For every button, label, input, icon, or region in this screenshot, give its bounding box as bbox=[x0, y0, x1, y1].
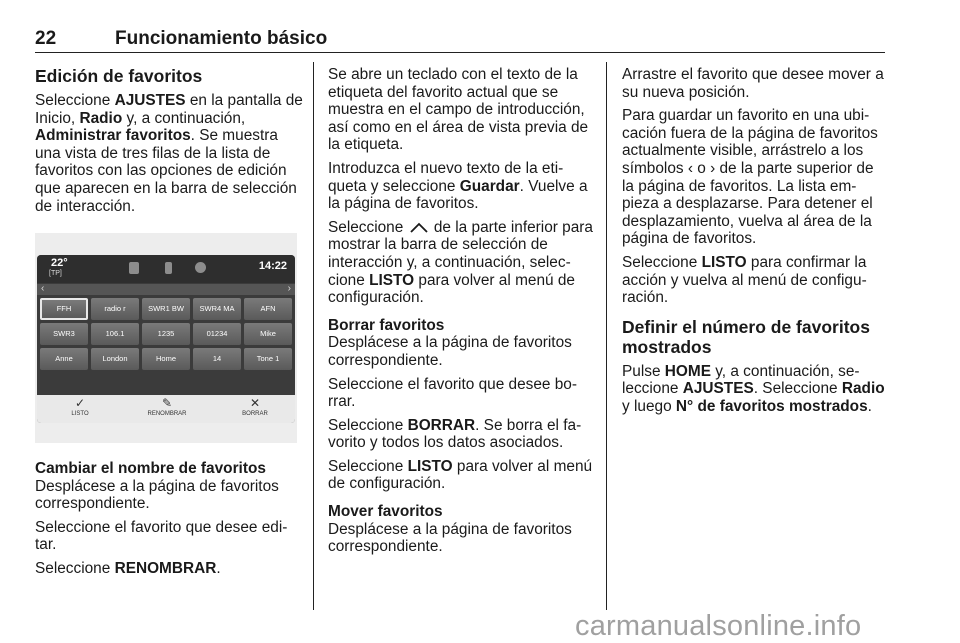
paragraph: Se abre un teclado con el texto de la etiqueta del favorito actual que se muestra en el campo de introducción, así como en el área de vista previa de la etiqueta. bbox=[328, 66, 589, 154]
paragraph: Seleccione BORRAR. Se borra el favorito y todos los datos asociados. bbox=[328, 416, 582, 452]
paragraph: Seleccione LISTO para volver al menú de configuración. bbox=[328, 457, 593, 493]
paragraph: Para guardar un favorito en una ubicación fuera de la página de favoritos actualmente visible, arrástrelo a los símbolos ‹ o › de la parte superior de la página de favoritos. La lista empieza a desplazarse. Para detener el desplazamiento, vuelva al área de la página de favoritos. bbox=[622, 107, 878, 248]
temperature: 22° bbox=[51, 257, 68, 269]
page-header bbox=[35, 26, 885, 53]
favorite-button[interactable]: Tone 1 bbox=[244, 348, 292, 370]
paragraph: Desplácese a la página de favoritos correspondiente. bbox=[35, 477, 279, 513]
page-number: 22 bbox=[35, 28, 57, 49]
favorite-button[interactable]: SWR4 MA bbox=[193, 298, 241, 320]
chapter-title: Funcionamiento básico bbox=[115, 28, 328, 49]
favorite-button[interactable]: Home bbox=[142, 348, 190, 370]
paragraph: Seleccione LISTO para confirmar la acción y vuelva al menú de configuración. bbox=[622, 253, 867, 307]
infotainment-screenshot bbox=[35, 233, 297, 443]
paragraph: Arrastre el favorito que desee mover a su nueva posición. bbox=[622, 66, 884, 101]
column-1 bbox=[35, 66, 303, 221]
favorite-button[interactable]: 01234 bbox=[193, 323, 241, 345]
column-1-lower bbox=[35, 460, 303, 584]
section-title-move: Mover favoritos bbox=[328, 503, 443, 521]
check-icon: ✓ bbox=[74, 396, 86, 410]
chevron-right-icon[interactable]: › bbox=[287, 283, 291, 294]
column-3 bbox=[622, 66, 888, 422]
page-nav-bar bbox=[37, 284, 295, 295]
column-divider bbox=[606, 62, 607, 610]
done-button[interactable]: ✓ LISTO bbox=[50, 397, 110, 418]
favorite-button[interactable]: 106.1 bbox=[91, 323, 139, 345]
section-title-number-favorites: Definir el número de favoritos mostrados bbox=[622, 316, 870, 357]
watermark: carmanualsonline.info bbox=[575, 610, 862, 642]
column-divider bbox=[313, 62, 314, 610]
paragraph: Seleccione de la parte inferior para mostrar la barra de selección de interacción y, a continuación, seleccione LISTO para volver al menú de configuración. bbox=[328, 218, 593, 307]
favorite-button[interactable]: Anne bbox=[40, 348, 88, 370]
music-icon bbox=[129, 262, 139, 274]
favorite-button[interactable]: London bbox=[91, 348, 139, 370]
favorite-button[interactable]: FFH bbox=[40, 298, 88, 320]
rename-button[interactable]: ✎ RENOMBRAR bbox=[137, 397, 197, 418]
pencil-icon: ✎ bbox=[161, 396, 173, 410]
paragraph: Introduzca el nuevo texto de la etiqueta y seleccione Guardar. Vuelve a la página de favoritos. bbox=[328, 159, 588, 213]
paragraph: Desplácese a la página de favoritos correspondiente. bbox=[328, 334, 572, 369]
column-2 bbox=[328, 66, 593, 562]
phone-icon bbox=[165, 262, 172, 274]
paragraph: Seleccione AJUSTES en la pantalla de Inicio, Radio y, a continuación, Administrar favoritos. Se muestra una vista de tres filas de la lista de favoritos con las opciones de edición que aparecen en la barra de selección de interacción. bbox=[35, 92, 303, 215]
section-title-edit-favorites: Edición de favoritos bbox=[35, 66, 203, 86]
chevron-up-icon bbox=[408, 221, 430, 233]
delete-button[interactable]: ✕ BORRAR bbox=[225, 397, 285, 418]
screen-display bbox=[37, 255, 295, 423]
status-bar bbox=[37, 255, 295, 283]
favorite-button[interactable]: Mike bbox=[244, 323, 292, 345]
app-icon bbox=[195, 262, 206, 273]
close-icon: ✕ bbox=[249, 396, 261, 410]
favorite-button[interactable]: AFN bbox=[244, 298, 292, 320]
chevron-left-icon[interactable]: ‹ bbox=[41, 283, 45, 294]
favorite-button[interactable]: 1235 bbox=[142, 323, 190, 345]
interaction-selector-bar bbox=[37, 395, 295, 423]
favorite-button[interactable]: radio r bbox=[91, 298, 139, 320]
favorite-button[interactable]: SWR1 BW bbox=[142, 298, 190, 320]
clock: 14:22 bbox=[258, 260, 287, 272]
paragraph: Seleccione RENOMBRAR. bbox=[35, 559, 221, 577]
section-title-delete: Borrar favoritos bbox=[328, 316, 445, 334]
favorite-button[interactable]: SWR3 bbox=[40, 323, 88, 345]
favorite-button[interactable]: 14 bbox=[193, 348, 241, 370]
paragraph: Seleccione el favorito que desee borrar. bbox=[328, 375, 577, 411]
paragraph: Pulse HOME y, a continuación, seleccione AJUSTES. Seleccione Radio y luego N° de favoritos mostrados. bbox=[622, 362, 885, 415]
paragraph: Seleccione el favorito que desee editar. bbox=[35, 518, 288, 554]
paragraph: Desplácese a la página de favoritos correspondiente. bbox=[328, 520, 572, 556]
section-title-rename: Cambiar el nombre de favoritos bbox=[35, 460, 266, 477]
tp-indicator: [TP] bbox=[49, 270, 62, 277]
